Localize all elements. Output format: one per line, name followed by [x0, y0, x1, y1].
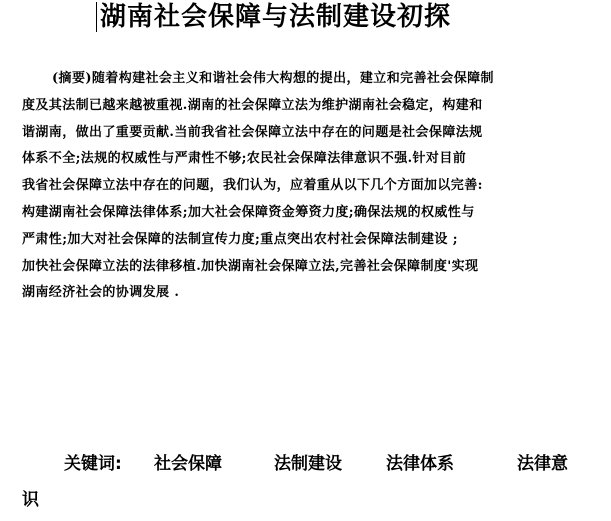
keywords-section — [22, 446, 592, 518]
abstract-line: 体系不全;法规的权威性与严肃性不够;农民社会保障法律意识不强.针对目前 — [22, 151, 467, 167]
abstract-line: 构建湖南社会保障法律体系;加大社会保障资金筹资力度;确保法规的权威性与 — [22, 204, 475, 220]
keywords-row — [22, 446, 592, 482]
keyword-overflow: 识 — [22, 490, 39, 510]
abstract-line: 度及其法制已越来越被重视.湖南的社会保障立法为维护湖南社会稳定，构建和 — [22, 97, 483, 113]
abstract-paragraph — [22, 66, 582, 307]
page-title: 湖南社会保障与法制建设初探 — [100, 2, 452, 32]
abstract-line: (摘要)随着构建社会主义和谐社会伟大构想的提出，建立和完善社会保障制 — [52, 71, 494, 86]
keyword: 社会保障 — [154, 454, 222, 474]
keyword: 法律意 — [517, 454, 568, 474]
keyword: 法制建设 — [274, 454, 342, 474]
abstract-line: 湖南经济社会的协调发展 . — [22, 285, 180, 301]
abstract-line: 谐湖南，做出了重要贡献.当前我省社会保障立法中存在的问题是社会保障法规 — [22, 124, 483, 140]
abstract-line: 我省社会保障立法中存在的问题，我们认为，应着重从以下几个方面加以完善: — [22, 178, 483, 194]
keywords-label: 关键词: — [64, 454, 122, 474]
keyword: 法律体系 — [386, 454, 454, 474]
text-cursor — [96, 2, 97, 32]
keywords-overflow-row — [22, 482, 592, 518]
abstract-line: 加快社会保障立法的法律移植.加快湖南社会保障立法,完善社会保障制度'实现 — [22, 258, 479, 274]
abstract-line: 严肃性;加大对社会保障的法制宣传力度;重点突出农村社会保障法制建设 ; — [22, 231, 458, 247]
